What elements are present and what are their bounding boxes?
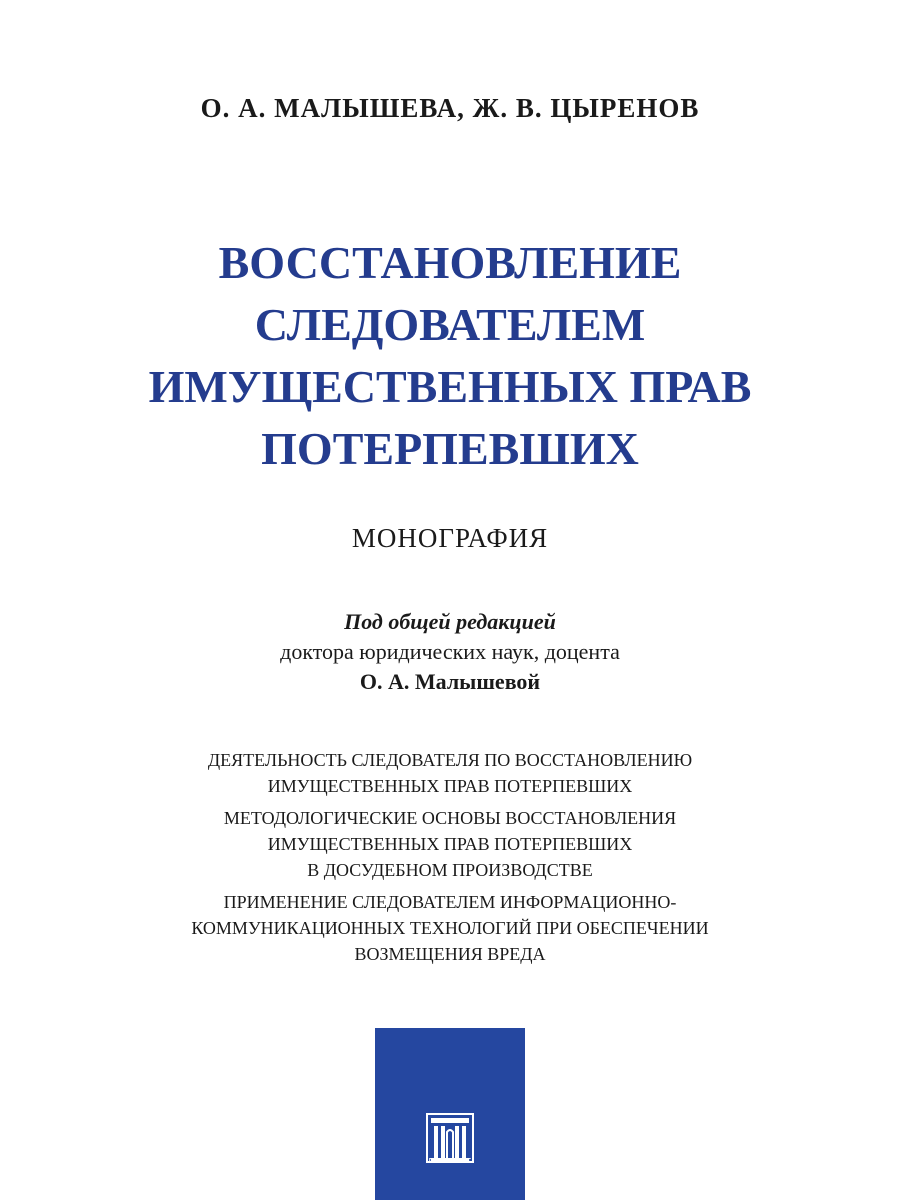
genre-label: МОНОГРАФИЯ [351, 523, 549, 553]
title-line: ИМУЩЕСТВЕННЫХ ПРАВ [148, 361, 752, 412]
section-item [0, 747, 900, 799]
section-line: ИМУЩЕСТВЕННЫХ ПРАВ ПОТЕРПЕВШИХ [267, 776, 633, 796]
title-line: ПОТЕРПЕВШИХ [261, 423, 639, 474]
editor-lead: Под общей редакцией [344, 609, 556, 634]
sections-list [0, 747, 900, 973]
title-line: СЛЕДОВАТЕЛЕМ [254, 299, 646, 350]
section-line: ВОЗМЕЩЕНИЯ ВРЕДА [354, 944, 546, 964]
building-columns-icon [375, 1028, 525, 1200]
publisher-name: ПРОСПЕКТ [428, 1158, 472, 1165]
section-item [0, 889, 900, 967]
section-item [0, 805, 900, 883]
title-line: ВОССТАНОВЛЕНИЕ [218, 237, 682, 288]
book-title [0, 232, 900, 480]
publisher-logo [375, 1028, 525, 1200]
section-line: ПРИМЕНЕНИЕ СЛЕДОВАТЕЛЕМ ИНФОРМАЦИОННО- [223, 892, 677, 912]
section-line: ИМУЩЕСТВЕННЫХ ПРАВ ПОТЕРПЕВШИХ [267, 834, 633, 854]
section-line: МЕТОДОЛОГИЧЕСКИЕ ОСНОВЫ ВОССТАНОВЛЕНИЯ [223, 808, 677, 828]
section-line: КОММУНИКАЦИОННЫХ ТЕХНОЛОГИЙ ПРИ ОБЕСПЕЧЕНИИ [191, 918, 709, 938]
editor-block [0, 607, 900, 697]
authors: О. А. МАЛЫШЕВА, Ж. В. ЦЫРЕНОВ [200, 93, 700, 123]
section-line: ДЕЯТЕЛЬНОСТЬ СЛЕДОВАТЕЛЯ ПО ВОССТАНОВЛЕНИЮ [207, 750, 693, 770]
editor-degree: доктора юридических наук, доцента [280, 639, 620, 664]
editor-name: О. А. Малышевой [359, 669, 541, 694]
section-line: В ДОСУДЕБНОМ ПРОИЗВОДСТВЕ [307, 860, 593, 880]
